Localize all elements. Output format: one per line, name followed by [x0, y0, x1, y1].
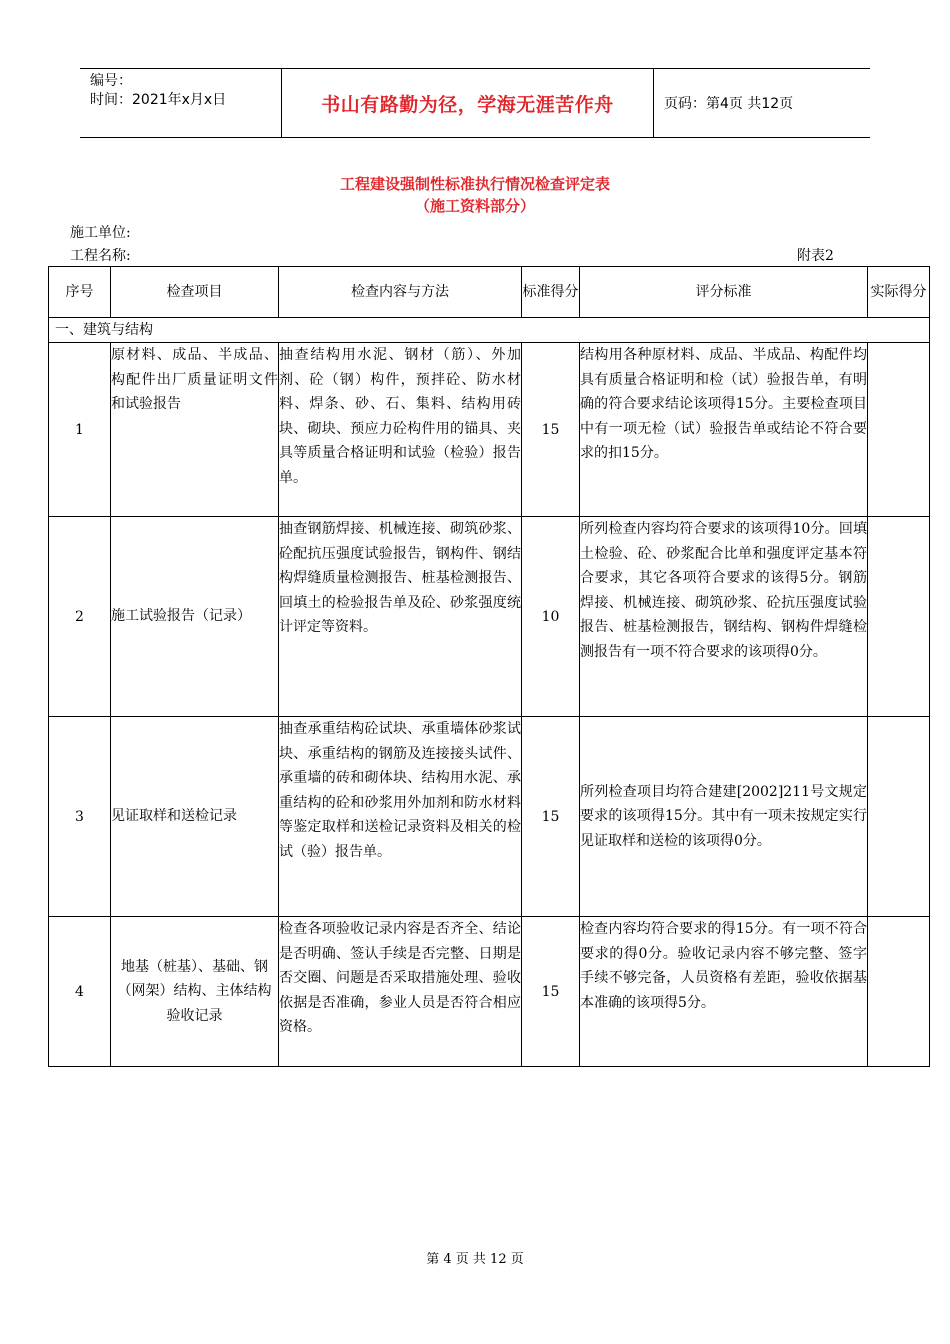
actual-score — [868, 717, 930, 917]
scoring-criteria: 所列检查内容均符合要求的该项得10分。回填土检验、砼、砂浆配合比单和强度评定基本符合要求，其它各项符合要求的该得5分。钢筋焊接、机械连接、砌筑砂浆、砼抗压强度试验报告、桩基检测报告，钢结构、钢构件焊缝检测报告有一项不符合要求的该项得0分。 — [580, 517, 868, 717]
number-label: 编号： — [90, 73, 132, 89]
scoring-criteria: 所列检查项目均符合建建[2002]211号文规定要求的该项得15分。其中有一项未按规定实行见证取样和送检的该项得0分。 — [580, 717, 868, 917]
motto: 书山有路勤为径，学海无涯苦作舟 — [282, 69, 654, 137]
standard-score: 10 — [522, 517, 580, 717]
section-label: 一、建筑与结构 — [49, 318, 930, 343]
standard-score: 15 — [522, 717, 580, 917]
table-row — [49, 717, 930, 917]
scoring-criteria: 检查内容均符合要求的得15分。有一项不符合要求的得0分。验收记录内容不够完整、签字手续不够完备，人员资格有差距，验收依据基本准确的该项得5分。 — [580, 917, 868, 1067]
project-name-label: 工程名称: — [70, 248, 131, 264]
row-number: 1 — [49, 343, 111, 517]
table-row — [49, 517, 930, 717]
page-title: 工程建设强制性标准执行情况检查评定表 — [339, 175, 610, 193]
row-number: 3 — [49, 717, 111, 917]
check-item: 见证取样和送检记录 — [111, 717, 279, 917]
actual-score — [868, 517, 930, 717]
scoring-criteria: 结构用各种原材料、成品、半成品、构配件均具有质量合格证明和检（试）验报告单，有明确的符合要求结论该项得15分。主要检查项目中有一项无检（试）验报告单或结论不符合要求的扣15分。 — [580, 343, 868, 517]
header-standard-score: 标准得分 — [522, 267, 580, 318]
table-row — [49, 343, 930, 517]
evaluation-table — [48, 266, 930, 1067]
check-content: 抽查承重结构砼试块、承重墙体砂浆试块、承重结构的钢筋及连接接头试件、承重墙的砖和砌体块、结构用水泥、承重结构的砼和砂浆用外加剂和防水材料等鉴定取样和送检记录资料及相关的检试（验）报告单。 — [279, 717, 522, 917]
header-left-cell — [80, 69, 282, 137]
table-header-row — [49, 267, 930, 318]
appendix-label: 附表2 — [797, 248, 834, 264]
row-number: 2 — [49, 517, 111, 717]
standard-score: 15 — [522, 917, 580, 1067]
actual-score — [868, 917, 930, 1067]
time-label: 时间：2021年x月x日 — [90, 92, 227, 108]
header-actual-score: 实际得分 — [868, 267, 930, 318]
check-item: 原材料、成品、半成品、构配件出厂质量证明文件和试验报告 — [111, 343, 279, 517]
page-footer: 第 4 页 共 12 页 — [426, 1252, 524, 1267]
section-row — [49, 318, 930, 343]
construction-unit-label: 施工单位: — [70, 225, 131, 241]
header-criteria: 评分标准 — [580, 267, 868, 318]
actual-score — [868, 343, 930, 517]
header-item: 检查项目 — [111, 267, 279, 318]
check-content: 抽查结构用水泥、钢材（筋）、外加剂、砼（钢）构件，预拌砼、防水材料、焊条、砂、石、集料、结构用砖块、砌块、预应力砼构件用的锚具、夹具等质量合格证明和试验（检验）报告单。 — [279, 343, 522, 517]
check-item: 地基（桩基）、基础、钢（网架）结构、主体结构验收记录 — [111, 917, 279, 1067]
page-subtitle: （施工资料部分） — [414, 197, 535, 215]
header-content: 检查内容与方法 — [279, 267, 522, 318]
check-content: 检查各项验收记录内容是否齐全、结论是否明确、签认手续是否完整、日期是否交圈、问题是否采取措施处理、验收依据是否准确，参业人员是否符合相应资格。 — [279, 917, 522, 1067]
standard-score: 15 — [522, 343, 580, 517]
row-number: 4 — [49, 917, 111, 1067]
page-header — [80, 68, 870, 138]
table-row — [49, 917, 930, 1067]
check-content: 抽查钢筋焊接、机械连接、砌筑砂浆、砼配抗压强度试验报告，钢构件、钢结构焊缝质量检测报告、桩基检测报告、回填土的检验报告单及砼、砂浆强度统计评定等资料。 — [279, 517, 522, 717]
header-no: 序号 — [49, 267, 111, 318]
page-number-label: 页码：第4页 共12页 — [664, 96, 794, 112]
check-item: 施工试验报告（记录） — [111, 517, 279, 717]
